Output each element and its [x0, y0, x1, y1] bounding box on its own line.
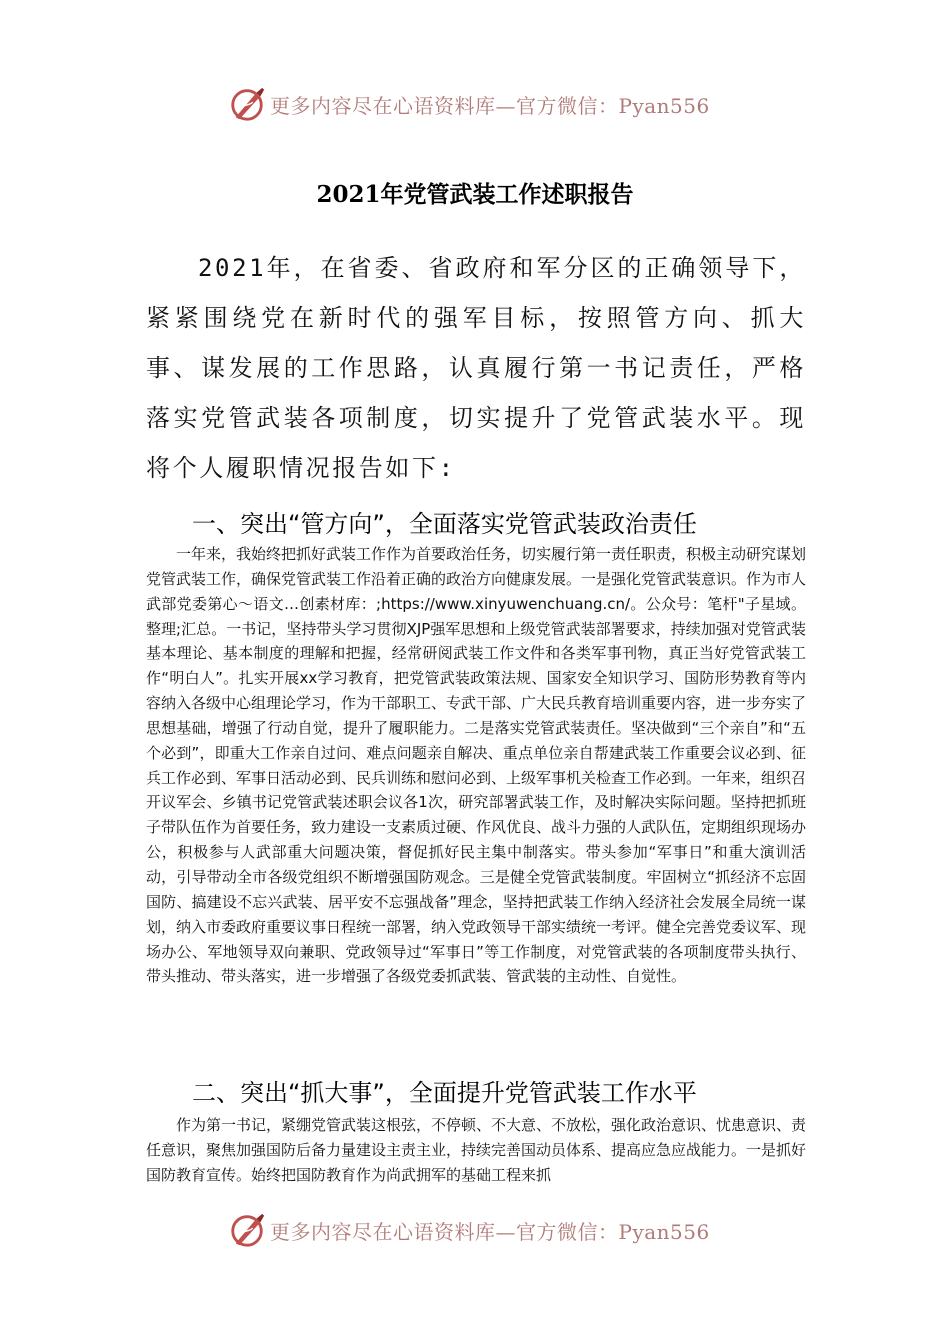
section-1-paragraph: 一年来，我始终把抓好武装工作作为首要政治任务，切实履行第一责任职责，积极主动研究谋划党管武装工作，确保党管武装工作沿着正确的政治方向健康发展。一是强化党管武装意识。作为市人武部党委第心～语文…创素材库：;https://www.xinyuwenchuang.cn/。公众号：笔杆"子星域。整理;汇总。一书记，坚持带头学习贯彻XJP强军思想和上级党管武装部署要求，持续加强对党管武装基本理论、基本制度的理解和把握，经常研阅武装工作文件和各类军事刊物，真正当好党管武装工作“明白人”。扎实开展xx学习教育，把党管武装政策法规、国家安全知识学习、国防形势教育等内容纳入各级中心组理论学习，作为干部职工、专武干部、广大民兵教育培训重要内容，进一步夯实了思想基础，增强了行动自觉，提升了履职能力。二是落实党管武装责任。坚决做到“三个亲自”和“五个必到”，即重大工作亲自过问、难点问题亲自解决、重点单位亲自帮建武装工作重要会议必到、征兵工作必到、军事日活动必到、民兵训练和慰问必到、上级军事机关检查工作必到。一年来，组织召开议军会、乡镇书记党管武装述职会议各1次，研究部署武装工作，及时解决实际问题。坚持把抓班子带队伍作为首要任务，致力建设一支素质过硬、作风优良、战斗力强的人武队伍，定期组织现场办公，积极参与人武部重大问题决策，督促抓好民主集中制落实。带头参加“军事日”和重大演训活动，引导带动全市各级党组织不断增强国防观念。三是健全党管武装制度。牢固树立“抓经济不忘固国防、搞建设不忘兴武装、居平安不忘强战备”理念，坚持把武装工作纳入经济社会发展全局统一谋划，纳入市委政府重要议事日程统一部署，纳入党政领导干部实绩统一考评。健全完善党委议军、现场办公、军地领导双向兼职、党政领导过“军事日”等工作制度，对党管武装的各项制度带头执行、带头推动、带头落实，进一步增强了各级党委抓武装、管武装的主动性、自觉性。	[146, 545, 807, 986]
intro-paragraph: 2021年，在省委、省政府和军分区的正确领导下，紧紧围绕党在新时代的强军目标，按照管方向、抓大事、谋发展的工作思路，认真履行第一书记责任，严格落实党管武装各项制度，切实提升了党管武装水平。现将个人履职情况报告如下:	[146, 254, 806, 482]
document-title: 2021年党管武装工作述职报告	[316, 181, 634, 208]
header-banner	[228, 82, 748, 126]
footer-banner	[228, 1208, 748, 1252]
pen-logo-icon	[228, 85, 266, 123]
banner-text: 更多内容尽在心语资料库—官方微信：Pyan556	[270, 93, 710, 118]
section-1-heading: 一、突出“管方向”，全面落实党管武装政治责任	[192, 510, 697, 538]
section-2-paragraph: 作为第一书记，紧绷党管武装这根弦，不停顿、不大意、不放松，强化政治意识、忧患意识、责任意识，聚焦加强国防后备力量建设主责主业，持续完善国动员体系、提高应急应战能力。一是抓好国防教育宣传。始终把国防教育作为尚武拥军的基础工程来抓	[146, 1116, 807, 1184]
pen-logo-icon	[228, 1211, 266, 1249]
section-2-heading: 二、突出“抓大事”，全面提升党管武装工作水平	[192, 1079, 697, 1107]
banner-text: 更多内容尽在心语资料库—官方微信：Pyan556	[270, 1219, 710, 1244]
